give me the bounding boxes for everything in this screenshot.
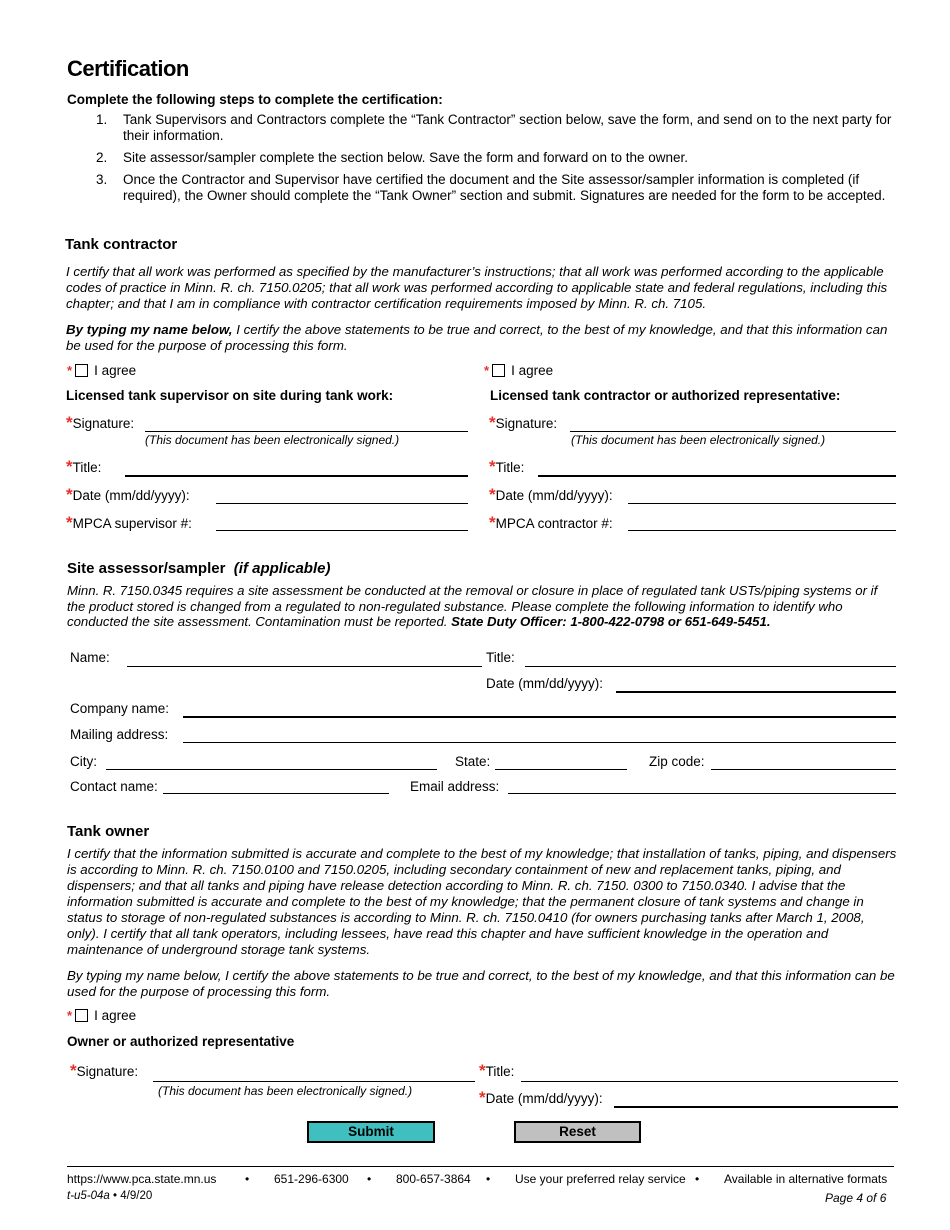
owner-title-field[interactable] bbox=[521, 1081, 898, 1082]
submit-button[interactable]: Submit bbox=[307, 1121, 435, 1143]
assessor-contact-field[interactable] bbox=[163, 793, 389, 794]
footer-formats: Available in alternative formats bbox=[724, 1172, 888, 1186]
footer-page-number: Page 4 of 6 bbox=[825, 1191, 887, 1205]
assessor-email-field[interactable] bbox=[508, 793, 896, 794]
contractor-date-label: *Date (mm/dd/yyyy): bbox=[489, 485, 613, 504]
owner-rep-heading: Owner or authorized representative bbox=[67, 1034, 295, 1049]
assessor-date-field[interactable] bbox=[616, 691, 896, 693]
footer-divider bbox=[67, 1166, 894, 1167]
supervisor-number-label: *MPCA supervisor #: bbox=[66, 513, 192, 532]
reset-button[interactable]: Reset bbox=[514, 1121, 641, 1143]
assessor-company-field[interactable] bbox=[183, 716, 896, 718]
assessor-email-label: Email address: bbox=[410, 779, 500, 794]
supervisor-title-label: *Title: bbox=[66, 457, 102, 476]
assessor-name-field[interactable] bbox=[127, 666, 482, 667]
supervisor-title-field[interactable] bbox=[125, 475, 468, 477]
footer-relay: Use your preferred relay service bbox=[515, 1172, 686, 1186]
steps-list bbox=[66, 112, 896, 210]
supervisor-date-field[interactable] bbox=[216, 503, 468, 504]
owner-statement: I certify that the information submitted is accurate and complete to the best of my knowledge; that installation of tanks, piping, and dispensers is according to Minn. R. ch. 7150.0100 and 7150.0205, including secondary containment of new and replacement tanks, piping, and dispensers; and that all tanks and piping have release detection according to Minn. R. ch. 7150. 0300 to 7150.0340. I advise that the information submitted is accurate and complete to the best of my knowledge; that the permanent closure of tank systems and change in status to storage of non-regulated substances is according to Minn. R. ch. 7150.0410 (for owners purchasing tanks after March 1, 2008, only). I certify that all tank operators, including lessees, have read this chapter and have sufficient knowledge in the operation and maintenance of underground storage tank systems. bbox=[67, 846, 897, 957]
contractor-number-field[interactable] bbox=[628, 530, 896, 531]
contractor-typing-statement: By typing my name below, I certify the above statements to be true and correct, to the best of my knowledge, and that this information can be used for the purpose of processing this form. bbox=[66, 322, 888, 353]
supervisor-agree[interactable]: * I agree bbox=[67, 363, 137, 378]
owner-agree[interactable]: * I agree bbox=[67, 1008, 137, 1023]
supervisor-signature-label: *Signature: bbox=[66, 413, 135, 432]
assessor-state-label: State: bbox=[455, 754, 491, 769]
supervisor-agree-checkbox[interactable] bbox=[75, 364, 88, 377]
assessor-contact-label: Contact name: bbox=[70, 779, 158, 794]
owner-heading: Tank owner bbox=[67, 823, 150, 840]
contractor-number-label: *MPCA contractor #: bbox=[489, 513, 613, 532]
supervisor-date-label: *Date (mm/dd/yyyy): bbox=[66, 485, 190, 504]
footer-bullet: • bbox=[245, 1172, 250, 1186]
contractor-signature-field[interactable] bbox=[570, 431, 896, 432]
assessor-date-label: Date (mm/dd/yyyy): bbox=[486, 676, 604, 691]
contractor-heading: Tank contractor bbox=[65, 236, 178, 253]
owner-esig-note: (This document has been electronically signed.) bbox=[158, 1084, 413, 1098]
assessor-heading: Site assessor/sampler (if applicable) bbox=[67, 560, 331, 577]
assessor-mailing-field[interactable] bbox=[183, 742, 896, 743]
owner-date-label: *Date (mm/dd/yyyy): bbox=[479, 1088, 603, 1107]
contractor-rep-heading: Licensed tank contractor or authorized representative: bbox=[490, 388, 841, 403]
assessor-zip-label: Zip code: bbox=[649, 754, 705, 769]
contractor-agree[interactable]: * I agree bbox=[484, 363, 554, 378]
owner-date-field[interactable] bbox=[614, 1106, 898, 1108]
contractor-agree-checkbox[interactable] bbox=[492, 364, 505, 377]
contractor-title-label: *Title: bbox=[489, 457, 525, 476]
step-item: 3. Once the Contractor and Supervisor have certified the document and the Site assessor/sampler information is completed (if required), the Owner should complete the “Tank Owner” section and submit. Signatures are needed for the form to be accepted. bbox=[96, 172, 886, 203]
footer-bullet: • bbox=[486, 1172, 491, 1186]
step-item: 1. Tank Supervisors and Contractors complete the “Tank Contractor” section below, save the form, and send on to the next party for their information. bbox=[96, 112, 892, 143]
supervisor-esig-note: (This document has been electronically signed.) bbox=[145, 433, 400, 447]
footer-phone-1: 651-296-6300 bbox=[274, 1172, 349, 1186]
footer-bullet: • bbox=[367, 1172, 372, 1186]
assessor-company-label: Company name: bbox=[70, 701, 170, 716]
supervisor-heading: Licensed tank supervisor on site during tank work: bbox=[66, 388, 394, 403]
owner-typing-statement: By typing my name below, I certify the above statements to be true and correct, to the best of my knowledge, and that this information can be used for the purpose of processing this form. bbox=[67, 968, 895, 999]
assessor-mailing-label: Mailing address: bbox=[70, 727, 169, 742]
assessor-name-label: Name: bbox=[70, 650, 110, 665]
contractor-title-field[interactable] bbox=[538, 475, 896, 477]
owner-signature-label: *Signature: bbox=[70, 1061, 139, 1080]
assessor-city-field[interactable] bbox=[106, 769, 437, 770]
assessor-city-label: City: bbox=[70, 754, 97, 769]
assessor-title-field[interactable] bbox=[525, 666, 896, 667]
supervisor-number-field[interactable] bbox=[216, 530, 468, 531]
contractor-signature-label: *Signature: bbox=[489, 413, 558, 432]
assessor-title-label: Title: bbox=[486, 650, 515, 665]
owner-agree-checkbox[interactable] bbox=[75, 1009, 88, 1022]
step-item: 2. Site assessor/sampler complete the section below. Save the form and forward on to the owner. bbox=[96, 150, 689, 165]
footer-bullet: • bbox=[695, 1172, 700, 1186]
contractor-esig-note: (This document has been electronically signed.) bbox=[571, 433, 826, 447]
supervisor-signature-field[interactable] bbox=[145, 431, 468, 432]
owner-signature-field[interactable] bbox=[153, 1081, 475, 1082]
contractor-statement: I certify that all work was performed as specified by the manufacturer’s instructions; that all work was performed according to the applicable codes of practice in Minn. R. ch. 7150.0205; that all work was performed according to applicable state and federal regulations, including this chapter; and that I am in compliance with contractor certification requirements imposed by Minn. R. ch. 7105. bbox=[66, 264, 888, 311]
contractor-date-field[interactable] bbox=[628, 503, 896, 504]
page-title: Certification bbox=[67, 56, 189, 81]
assessor-statement: Minn. R. 7150.0345 requires a site assessment be conducted at the removal or closure in place of regulated tank USTs/piping systems or if the product stored is changed from a regulated to non-regulated substance. Please complete the following information to identify who conducted the site assessment. Contamination must be reported. State Duty Officer: 1-800-422-0798 or 651-649-5451. bbox=[67, 583, 878, 629]
owner-title-label: *Title: bbox=[479, 1061, 515, 1080]
assessor-zip-field[interactable] bbox=[711, 769, 896, 770]
assessor-state-field[interactable] bbox=[495, 769, 627, 770]
footer-phone-2: 800-657-3864 bbox=[396, 1172, 471, 1186]
intro-lead: Complete the following steps to complete the certification: bbox=[67, 92, 443, 107]
footer-website: https://www.pca.state.mn.us bbox=[67, 1172, 217, 1186]
footer-form-id: t-u5-04a • 4/9/20 bbox=[67, 1190, 153, 1202]
